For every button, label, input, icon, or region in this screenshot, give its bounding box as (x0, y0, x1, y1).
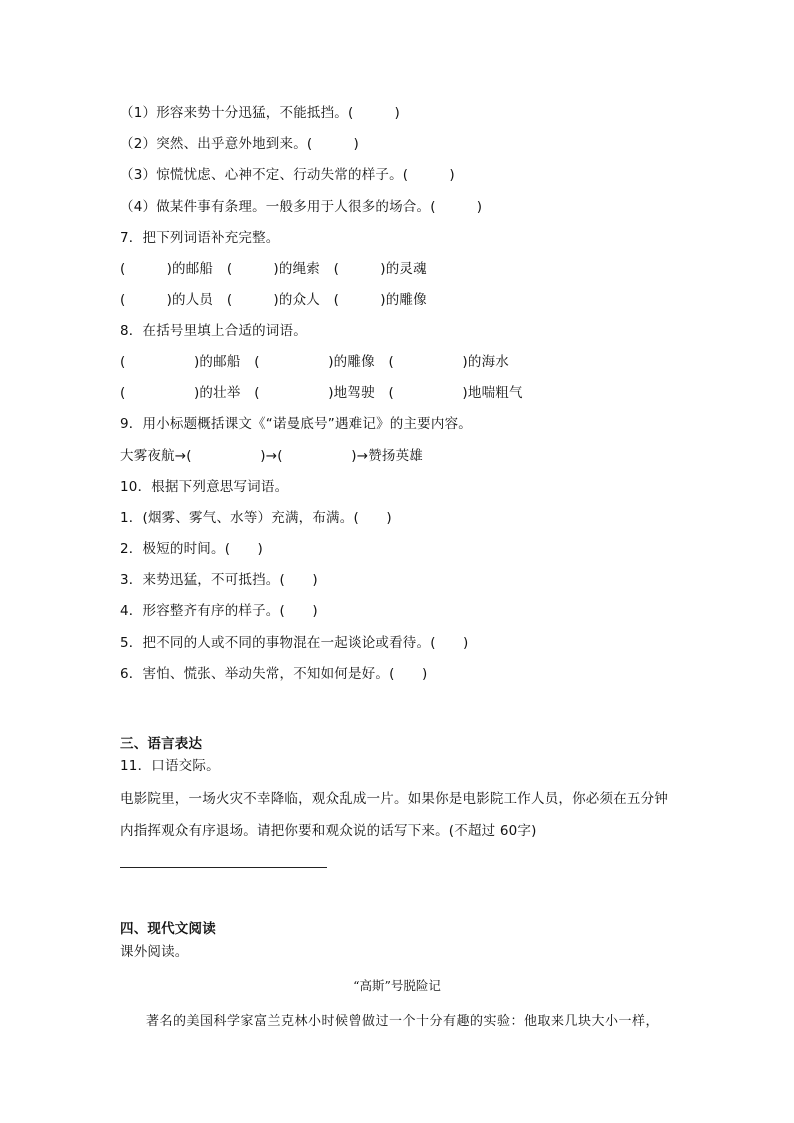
question-7-row-1: ( )的邮船 ( )的绳索 ( )的灵魂 (120, 261, 427, 277)
question-8-row-2: ( )的壮举 ( )地驾驶 ( )地喘粗气 (120, 385, 523, 401)
story-title: “高斯”号脱险记 (353, 978, 441, 993)
question-line-1: （1）形容来势十分迅猛，不能抵挡。( ) (120, 105, 401, 121)
question-10-item-2: 2．极短的时间。( ) (120, 541, 264, 557)
answer-underline (120, 867, 327, 868)
question-10-item-3: 3．来势迅猛，不可抵挡。( ) (120, 572, 318, 588)
question-7-row-2: ( )的人员 ( )的众人 ( )的雕像 (120, 292, 427, 308)
question-10-title: 10．根据下列意思写词语。 (120, 479, 289, 495)
question-11-paragraph-2: 内指挥观众有序退场。请把你要和观众说的话写下来。(不超过 60字) (120, 823, 537, 839)
question-line-4: （4）做某件事有条理。一般多用于人很多的场合。( ) (120, 199, 483, 215)
section-4-intro: 课外阅读。 (120, 944, 189, 960)
question-11-paragraph-1: 电影院里，一场火灾不幸降临，观众乱成一片。如果你是电影院工作人员，你必须在五分钟 (120, 791, 668, 807)
question-10-item-6: 6．害怕、慌张、举动失常，不知如何是好。( ) (120, 666, 428, 682)
question-line-2: （2）突然、出乎意外地到来。( ) (120, 136, 359, 152)
section-3-heading: 三、语言表达 (120, 736, 203, 752)
question-10-item-4: 4．形容整齐有序的样子。( ) (120, 603, 318, 619)
question-10-item-5: 5．把不同的人或不同的事物混在一起谈论或看待。( ) (120, 635, 469, 651)
section-4-heading: 四、现代文阅读 (120, 921, 216, 937)
question-11-title: 11．口语交际。 (120, 758, 220, 774)
question-line-3: （3）惊慌忧虑、心神不定、行动失常的样子。( ) (120, 167, 455, 183)
story-paragraph: 著名的美国科学家富兰克林小时候曾做过一个十分有趣的实验：他取来几块大小一样， (146, 1014, 660, 1029)
question-8-row-1: ( )的邮船 ( )的雕像 ( )的海水 (120, 354, 510, 370)
question-9-answer: 大雾夜航→( )→( )→赞扬英雄 (120, 448, 424, 464)
question-10-item-1: 1．(烟雾、雾气、水等）充满，布满。( ) (120, 510, 392, 526)
question-7-title: 7．把下列词语补充完整。 (120, 230, 280, 246)
question-9-title: 9．用小标题概括课文《“诺曼底号”遇难记》的主要内容。 (120, 416, 472, 432)
question-8-title: 8．在括号里填上合适的词语。 (120, 323, 307, 339)
